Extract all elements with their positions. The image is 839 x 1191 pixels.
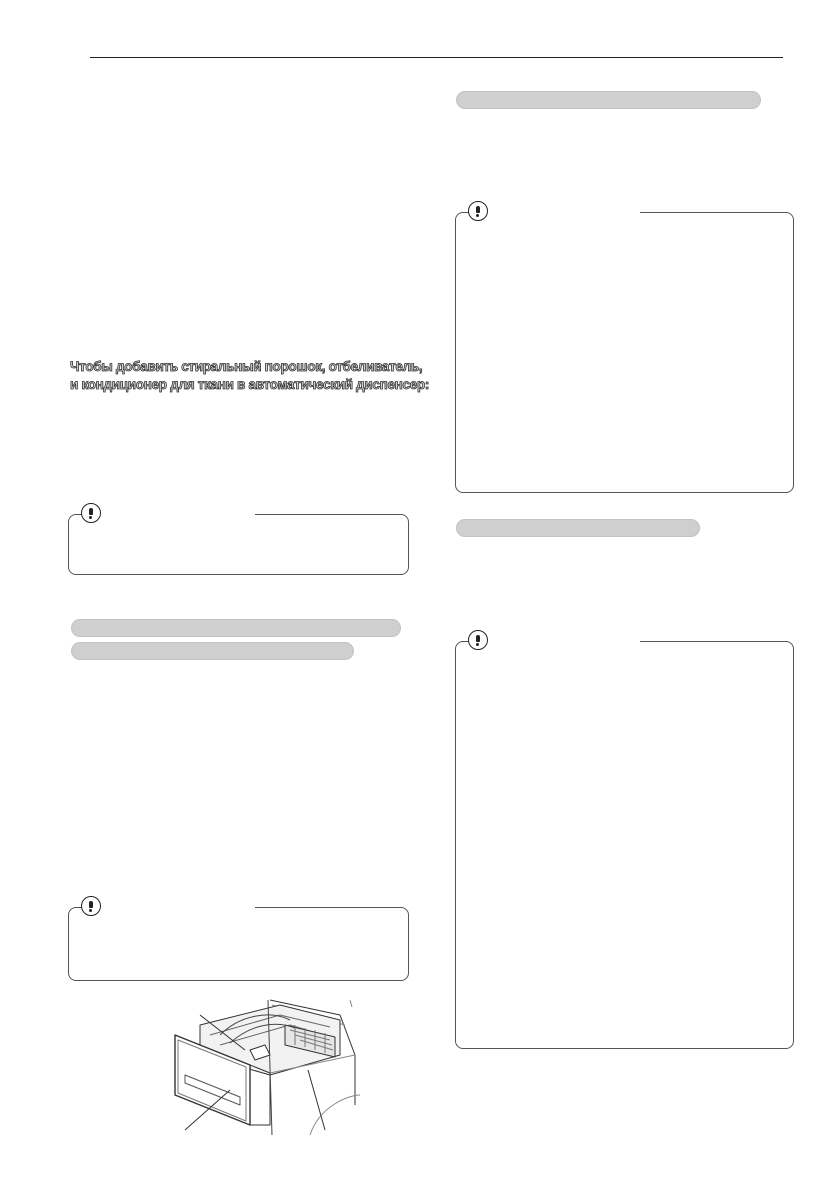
note-box-4 [455,641,794,1049]
section-heading-bar-4 [456,519,700,537]
detergent-drawer-illustration [160,995,360,1135]
note-icon [468,630,488,650]
section-heading-bar-1 [71,619,401,637]
note-box-1 [68,514,409,575]
note-box-2 [68,907,409,981]
header-rule [90,57,783,58]
section-heading-bar-2 [71,642,354,660]
note-icon [468,201,488,221]
note-box-3 [455,212,794,493]
instruction-line-2: и кондиционер для ткани в автоматический диспенсер: [70,377,430,392]
dispenser-instruction-heading [70,358,430,394]
section-heading-bar-3 [456,91,761,109]
note-icon [81,503,101,523]
note-icon [81,896,101,916]
instruction-line-1: Чтобы добавить стиральный порошок, отбеливатель, [70,359,423,374]
